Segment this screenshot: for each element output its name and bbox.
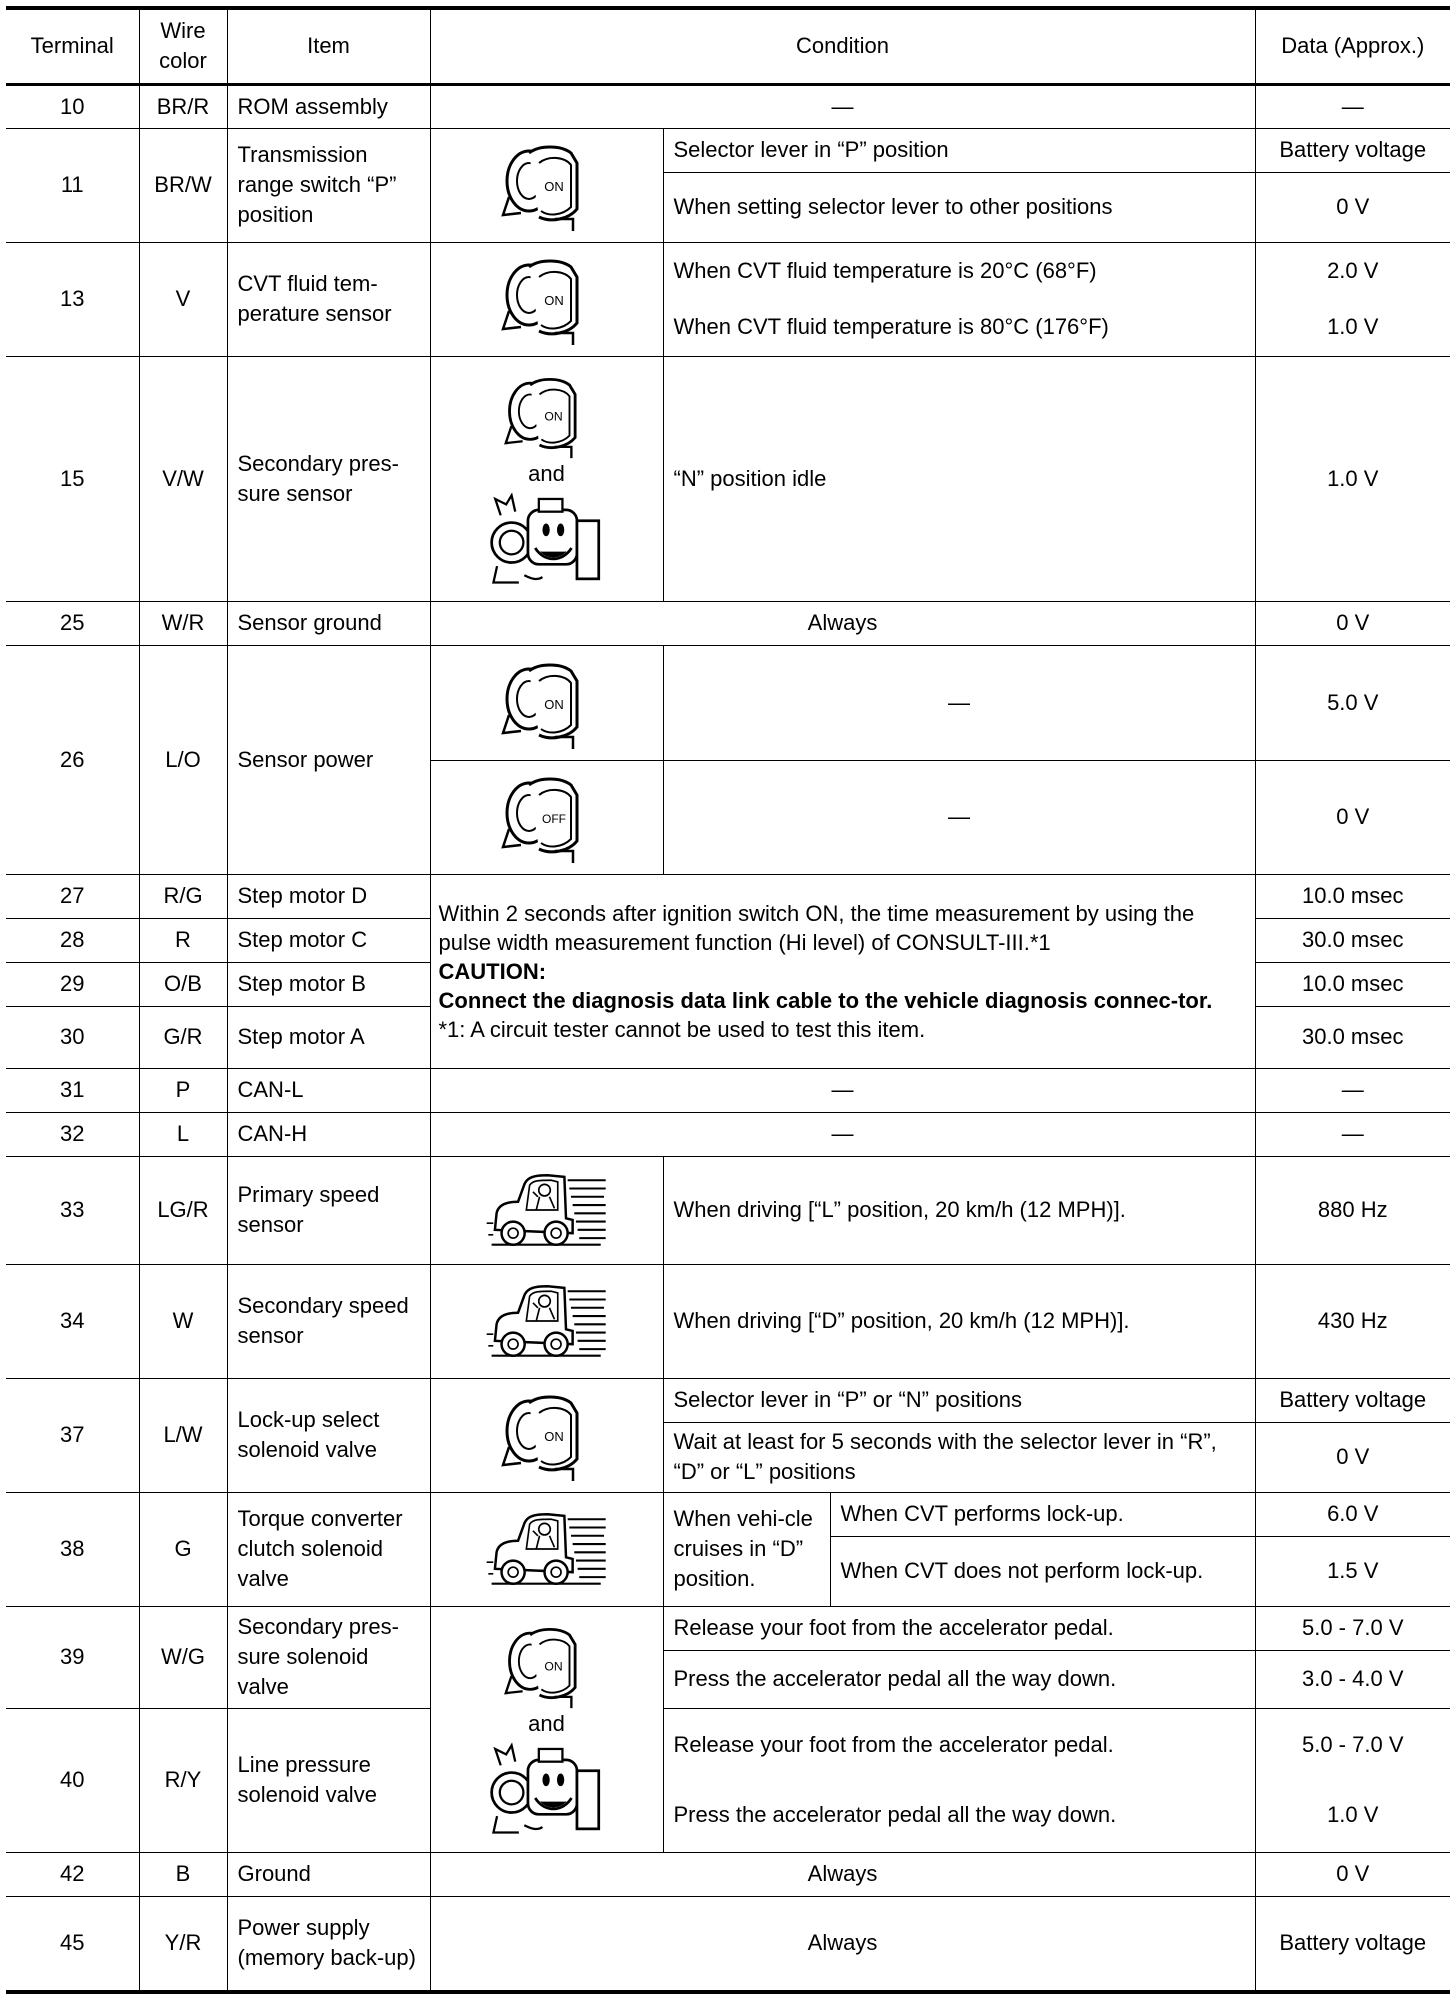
svg-text:ON: ON xyxy=(543,696,564,712)
terminal-cell: 27 xyxy=(6,874,139,918)
item-cell: Sensor power xyxy=(227,645,430,874)
wire-color-cell: V/W xyxy=(139,356,227,601)
data-cell: — xyxy=(1255,1112,1450,1156)
condition-line: Press the accelerator pedal all the way down. xyxy=(673,1802,1117,1827)
data-cell: 6.0 V xyxy=(1255,1492,1450,1536)
ignition-on-icon xyxy=(430,1378,663,1492)
wire-color-cell: R xyxy=(139,918,227,962)
condition-cell: When CVT performs lock-up. xyxy=(830,1492,1255,1536)
data-line: 5.0 - 7.0 V xyxy=(1301,1732,1404,1757)
wire-color-cell: O/B xyxy=(139,962,227,1006)
wire-color-cell: V xyxy=(139,242,227,356)
condition-cell: — xyxy=(663,645,1255,760)
condition-cell xyxy=(663,1708,1255,1852)
terminal-cell: 11 xyxy=(6,128,139,242)
item-cell: Step motor B xyxy=(227,962,430,1006)
data-cell: 10.0 msec xyxy=(1255,874,1450,918)
condition-cell: Wait at least for 5 seconds with the selector lever in “R”, “D” or “L” positions xyxy=(663,1422,1255,1492)
header-wire-color: Wire color xyxy=(139,8,227,84)
table-row xyxy=(6,601,1450,645)
table-row xyxy=(6,242,1450,356)
data-cell: 3.0 - 4.0 V xyxy=(1255,1650,1450,1708)
data-cell xyxy=(1255,242,1450,356)
item-cell: Step motor D xyxy=(227,874,430,918)
step-motor-condition xyxy=(430,874,1255,1068)
condition-cell: Always xyxy=(430,1852,1255,1896)
table-row xyxy=(6,1156,1450,1264)
terminal-cell: 42 xyxy=(6,1852,139,1896)
data-cell: 430 Hz xyxy=(1255,1264,1450,1378)
condition-cell: When CVT does not perform lock-up. xyxy=(830,1536,1255,1606)
svg-text:ON: ON xyxy=(543,179,564,194)
table-row xyxy=(6,1112,1450,1156)
item-cell: Secondary pres-sure solenoid valve xyxy=(227,1606,430,1708)
ignition-on-icon xyxy=(502,370,592,460)
data-cell xyxy=(1255,1708,1450,1852)
wire-color-cell: BR/W xyxy=(139,128,227,242)
wire-color-cell: R/Y xyxy=(139,1708,227,1852)
item-cell: CVT fluid tem-perature sensor xyxy=(227,242,430,356)
item-cell: Secondary speed sensor xyxy=(227,1264,430,1378)
footnote: *1: A circuit tester cannot be used to test this item. xyxy=(438,1016,926,1042)
terminal-cell: 25 xyxy=(6,601,139,645)
item-cell: CAN-L xyxy=(227,1068,430,1112)
condition-line: When CVT fluid temperature is 20°C (68°F) xyxy=(673,258,1097,283)
vehicle-driving-icon xyxy=(430,1492,663,1606)
wire-color-cell: G/R xyxy=(139,1006,227,1068)
terminal-cell: 26 xyxy=(6,645,139,874)
data-cell: Battery voltage xyxy=(1255,128,1450,172)
data-cell: 0 V xyxy=(1255,1852,1450,1896)
header-row xyxy=(6,8,1450,84)
terminal-cell: 38 xyxy=(6,1492,139,1606)
table-row xyxy=(6,356,1450,601)
data-line: 1.0 V xyxy=(1327,314,1379,339)
svg-text:ON: ON xyxy=(543,409,563,424)
data-cell: 1.5 V xyxy=(1255,1536,1450,1606)
condition-line: Release your foot from the accelerator pedal. xyxy=(673,1732,1114,1757)
condition-cell: Always xyxy=(430,1896,1255,1992)
condition-cell: — xyxy=(430,1068,1255,1112)
data-cell: 0 V xyxy=(1255,601,1450,645)
data-cell: 10.0 msec xyxy=(1255,962,1450,1006)
ignition-on-icon xyxy=(430,645,663,760)
table-row xyxy=(6,1896,1450,1992)
table-row xyxy=(6,1708,1450,1822)
data-cell: 30.0 msec xyxy=(1255,1006,1450,1068)
condition-cell: — xyxy=(430,84,1255,128)
data-cell: Battery voltage xyxy=(1255,1896,1450,1992)
item-cell: Line pressure solenoid valve xyxy=(227,1708,430,1852)
header-item: Item xyxy=(227,8,430,84)
terminal-cell: 28 xyxy=(6,918,139,962)
and-label: and xyxy=(528,1711,565,1736)
data-cell: 5.0 - 7.0 V xyxy=(1255,1606,1450,1650)
wire-color-cell: BR/R xyxy=(139,84,227,128)
item-cell: Ground xyxy=(227,1852,430,1896)
data-cell: 0 V xyxy=(1255,760,1450,874)
condition-cell: — xyxy=(663,760,1255,874)
wire-color-cell: L xyxy=(139,1112,227,1156)
condition-cell: When setting selector lever to other positions xyxy=(663,172,1255,242)
engine-running-icon xyxy=(488,1738,606,1838)
ignition-on-icon xyxy=(430,128,663,242)
terminal-cell: 33 xyxy=(6,1156,139,1264)
terminal-cell: 15 xyxy=(6,356,139,601)
header-data: Data (Approx.) xyxy=(1255,8,1450,84)
terminal-cell: 10 xyxy=(6,84,139,128)
item-cell: Lock-up select solenoid valve xyxy=(227,1378,430,1492)
table-row xyxy=(6,1264,1450,1378)
header-condition: Condition xyxy=(430,8,1255,84)
item-cell: Transmission range switch “P” position xyxy=(227,128,430,242)
data-cell: — xyxy=(1255,84,1450,128)
svg-text:ON: ON xyxy=(543,1659,563,1674)
condition-cell xyxy=(663,242,1255,356)
svg-text:ON: ON xyxy=(543,293,564,308)
ignition-off-icon xyxy=(430,760,663,874)
wire-color-cell: W xyxy=(139,1264,227,1378)
item-cell: ROM assembly xyxy=(227,84,430,128)
condition-cell: Selector lever in “P” or “N” positions xyxy=(663,1378,1255,1422)
table-row xyxy=(6,1068,1450,1112)
icon-group xyxy=(430,1606,663,1852)
terminal-cell: 30 xyxy=(6,1006,139,1068)
wire-color-cell: Y/R xyxy=(139,1896,227,1992)
terminal-cell: 40 xyxy=(6,1708,139,1852)
terminal-cell: 37 xyxy=(6,1378,139,1492)
table-row xyxy=(6,645,1450,760)
terminal-cell: 32 xyxy=(6,1112,139,1156)
vehicle-driving-icon xyxy=(430,1156,663,1264)
header-terminal: Terminal xyxy=(6,8,139,84)
data-line: 2.0 V xyxy=(1327,258,1379,283)
wire-color-cell: L/W xyxy=(139,1378,227,1492)
wire-color-cell: P xyxy=(139,1068,227,1112)
wire-color-cell: R/G xyxy=(139,874,227,918)
condition-cell: Press the accelerator pedal all the way down. xyxy=(663,1650,1255,1708)
item-cell: Sensor ground xyxy=(227,601,430,645)
data-cell: Battery voltage xyxy=(1255,1378,1450,1422)
terminal-cell: 13 xyxy=(6,242,139,356)
item-cell: Power supply (memory back-up) xyxy=(227,1896,430,1992)
wire-color-cell: W/G xyxy=(139,1606,227,1708)
and-label: and xyxy=(528,460,565,486)
terminal-cell: 34 xyxy=(6,1264,139,1378)
terminal-cell: 29 xyxy=(6,962,139,1006)
table-row xyxy=(6,1606,1450,1650)
svg-text:ON: ON xyxy=(543,1429,564,1444)
table-row xyxy=(6,1852,1450,1896)
wire-color-cell: W/R xyxy=(139,601,227,645)
data-line: 1.0 V xyxy=(1327,1802,1379,1827)
caution-text: Connect the diagnosis data link cable to the vehicle diagnosis connec-tor. xyxy=(438,987,1213,1013)
terminal-cell: 31 xyxy=(6,1068,139,1112)
ignition-on-icon xyxy=(502,1620,592,1710)
engine-running-icon xyxy=(488,488,606,588)
condition-cell: “N” position idle xyxy=(663,356,1255,601)
icon-group xyxy=(430,356,663,601)
condition-cell: When vehi-cle cruises in “D” position. xyxy=(663,1492,830,1606)
data-cell: 5.0 V xyxy=(1255,645,1450,760)
condition-cell: — xyxy=(430,1112,1255,1156)
condition-cell: When driving [“L” position, 20 km/h (12 MPH)]. xyxy=(663,1156,1255,1264)
condition-line: When CVT fluid temperature is 80°C (176°F) xyxy=(673,314,1109,339)
wire-color-cell: LG/R xyxy=(139,1156,227,1264)
condition-cell: Always xyxy=(430,601,1255,645)
step-motor-note: Within 2 seconds after ignition switch ON, the time measurement by using the pulse width measurement function (Hi level) of CONSULT-III.*1 xyxy=(438,900,1195,955)
item-cell: Step motor A xyxy=(227,1006,430,1068)
item-cell: Secondary pres-sure sensor xyxy=(227,356,430,601)
condition-cell: Release your foot from the accelerator pedal. xyxy=(663,1606,1255,1650)
condition-cell: Selector lever in “P” position xyxy=(663,128,1255,172)
data-cell: 0 V xyxy=(1255,1422,1450,1492)
table-row xyxy=(6,1378,1450,1422)
data-cell: 1.0 V xyxy=(1255,356,1450,601)
table-row xyxy=(6,874,1450,918)
data-cell: — xyxy=(1255,1068,1450,1112)
wire-color-cell: G xyxy=(139,1492,227,1606)
caution-label: CAUTION: xyxy=(438,958,547,984)
item-cell: Step motor C xyxy=(227,918,430,962)
item-cell: Primary speed sensor xyxy=(227,1156,430,1264)
data-cell: 0 V xyxy=(1255,172,1450,242)
svg-text:OFF: OFF xyxy=(541,812,566,826)
terminal-data-page xyxy=(6,6,1450,1992)
data-cell: 30.0 msec xyxy=(1255,918,1450,962)
item-cell: Torque converter clutch solenoid valve xyxy=(227,1492,430,1606)
wire-color-cell: L/O xyxy=(139,645,227,874)
table-row xyxy=(6,84,1450,128)
table-row xyxy=(6,128,1450,172)
table-row xyxy=(6,1492,1450,1536)
ignition-on-icon xyxy=(430,242,663,356)
item-cell: CAN-H xyxy=(227,1112,430,1156)
vehicle-driving-icon xyxy=(430,1264,663,1378)
terminal-data-table xyxy=(6,6,1450,1994)
wire-color-cell: B xyxy=(139,1852,227,1896)
condition-cell: When driving [“D” position, 20 km/h (12 MPH)]. xyxy=(663,1264,1255,1378)
terminal-cell: 45 xyxy=(6,1896,139,1992)
terminal-cell: 39 xyxy=(6,1606,139,1708)
data-cell: 880 Hz xyxy=(1255,1156,1450,1264)
